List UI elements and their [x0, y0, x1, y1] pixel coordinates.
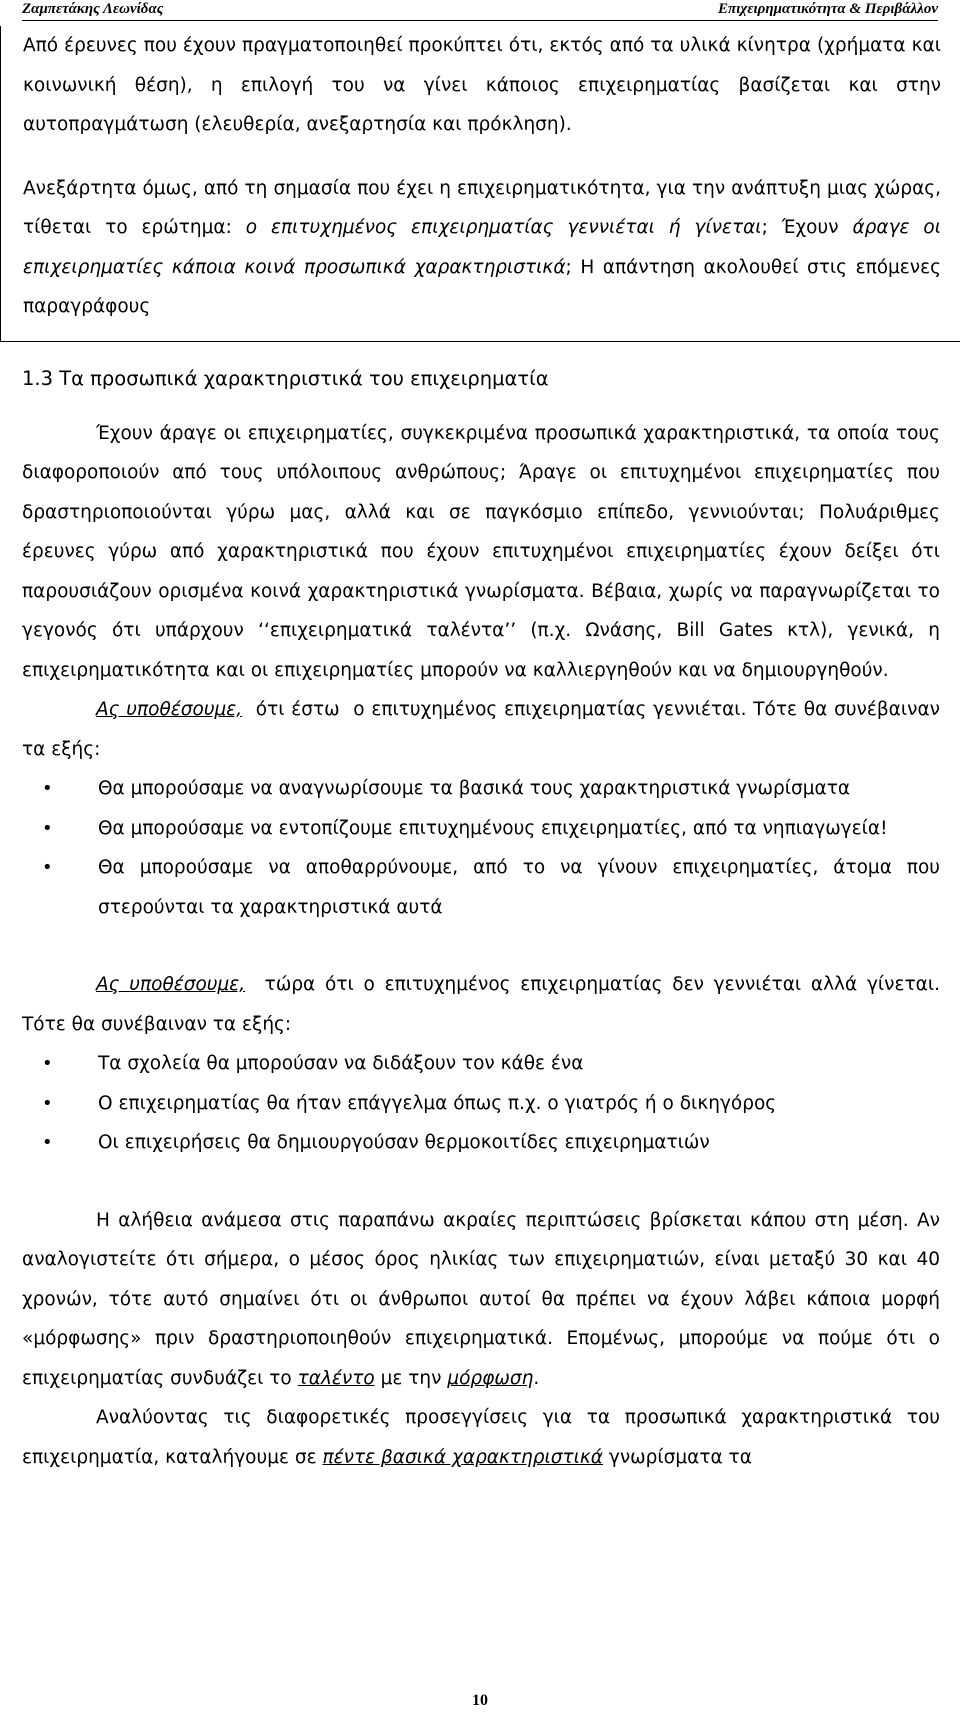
- section-paragraph-4: Η αλήθεια ανάμεσα στις παραπάνω ακραίες περιπτώσεις βρίσκεται κάπου στη μέση. Αν αναλογιστείτε ότι σήμερα, ο μέσος όρος ηλικίας των επιχειρηματιών, είναι μεταξύ 30 και 40 χρονών, τότε αυτό σημαίνει ότι οι άνθρωποι αυτοί θα πρέπει να έχουν λάβει κάποια μορφή «μόρφωσης» πριν δραστηριοποιηθούν επιχειρηματικά. Επομένως, μπορούμε να πούμε ότι ο επιχειρηματίας συνδυάζει το ταλέντο με την μόρφωση.: [22, 1209, 940, 1389]
- emphasis-education: μόρφωση: [447, 1367, 534, 1389]
- intro-p2-text-e: ; Η απάντηση ακολουθεί στις επόμενες παραγράφους: [23, 256, 941, 317]
- intro-paragraph-2: [23, 169, 941, 327]
- emphasis-five-traits: πέντε βασικά χαρακτηριστικά: [322, 1446, 603, 1468]
- bullet-icon: •: [42, 817, 53, 839]
- bullet-icon: •: [42, 857, 53, 878]
- section-paragraph-3: [22, 965, 946, 1044]
- bullet-icon: •: [42, 1092, 53, 1114]
- bullet-list-1: [22, 769, 940, 927]
- hypothesis-1-text: ότι έστω ο επιτυχημένος επιχειρηματίας γεννιέται. Τότε θα συνέβαιναν τα εξής:: [22, 699, 946, 760]
- emphasis-talent: ταλέντο: [297, 1367, 375, 1389]
- intro-p2-text-c: ; Έχουν: [761, 217, 853, 238]
- intro-p2-question-2: άραγε οι επιχειρηματίες κάποια κοινά προσωπικά χαρακτηριστικά: [23, 217, 941, 278]
- list-item: • Οι επιχειρήσεις θα δημιουργούσαν θερμοκοιτίδες επιχειρηματιών: [22, 1123, 940, 1163]
- list-item: • Θα μπορούσαμε να αναγνωρίσουμε τα βασικά τους χαρακτηριστικά γνωρίσματα: [22, 769, 940, 809]
- intro-p2-text-a: Ανεξάρτητα όμως, από τη σημασία που έχει η επιχειρηματικότητα, για την ανάπτυξη μιας χώρας, τίθεται το ερώτημα:: [23, 177, 941, 238]
- list-item: • Θα μπορούσαμε να αποθαρρύνουμε, από το να γίνουν επιχειρηματίες, άτομα που στερούνται τα χαρακτηριστικά αυτά: [22, 848, 940, 927]
- bullet-icon: •: [42, 1053, 53, 1074]
- list-item: • Ο επιχειρηματίας θα ήταν επάγγελμα όπως π.χ. ο γιατρός ή ο δικηγόρος: [22, 1084, 940, 1124]
- bullet-icon: •: [42, 1132, 53, 1153]
- section-paragraph-5: Αναλύοντας τις διαφορετικές προσεγγίσεις για τα προσωπικά χαρακτηριστικά του επιχειρηματία, καταλήγουμε σε πέντε βασικά χαρακτηριστικά γνωρίσματα τα: [22, 1407, 940, 1468]
- page-content: [22, 26, 946, 1477]
- hypothesis-1-emphasis: Ας υποθέσουμε,: [96, 699, 243, 720]
- intro-p2-question: ο επιτυχημένος επιχειρηματίας γεννιέται ή γίνεται: [245, 217, 762, 238]
- page-header: [22, 0, 938, 21]
- boxed-intro: [0, 26, 960, 342]
- bullet-icon: •: [42, 778, 53, 799]
- header-title: Επιχειρηματικότητα & Περιβάλλον: [718, 1, 938, 17]
- header-author: Ζαμπετάκης Λεωνίδας: [22, 1, 164, 17]
- section-title: 1.3 Τα προσωπικά χαρακτηριστικά του επιχειρηματία: [22, 366, 549, 390]
- section-paragraph-1: Έχουν άραγε οι επιχειρηματίες, συγκεκριμένα προσωπικά χαρακτηριστικά, τα οποία τους διαφοροποιούν από τους υπόλοιπους ανθρώπους; Άραγε οι επιτυχημένοι επιχειρηματίες που δραστηριοποιούνται γύρω μας, αλλά και σε παγκόσμιο επίπεδο, γεννιούνται; Πολυάριθμες έρευνες γύρω από χαρακτηριστικά που έχουν επιτυχημένοι επιχειρηματίες έχουν δείξει ότι παρουσιάζουν ορισμένα κοινά χαρακτηριστικά γνωρίσματα. Βέβαια, χωρίς να παραγνωρίζεται το γεγονός ότι υπάρχουν ‘‘επιχειρηματικά ταλέντα’’ (π.χ. Ωνάσης, Bill Gates κτλ), γενικά, η επιχειρηματικότητα και οι επιχειρηματίες μπορούν να καλλιεργηθούν και να δημιουργηθούν.: [22, 422, 940, 681]
- bullet-list-2: [22, 1044, 940, 1163]
- page-number: 10: [472, 1692, 488, 1709]
- intro-paragraph-1: Από έρευνες που έχουν πραγματοποιηθεί προκύπτει ότι, εκτός από τα υλικά κίνητρα (χρήματα και κοινωνική θέση), η επιλογή του να γίνει κάποιος επιχειρηματίας βασίζεται και στην αυτοπραγμάτωση (ελευθερία, ανεξαρτησία και πρόκληση).: [23, 35, 941, 135]
- list-item: • Τα σχολεία θα μπορούσαν να διδάξουν τον κάθε ένα: [22, 1044, 940, 1084]
- list-item: • Θα μπορούσαμε να εντοπίζουμε επιτυχημένους επιχειρηματίες, από τα νηπιαγωγεία!: [22, 809, 940, 849]
- section-paragraph-2: [22, 690, 946, 769]
- hypothesis-2-emphasis: Ας υποθέσουμε,: [96, 974, 246, 995]
- hypothesis-2-text: τώρα ότι ο επιτυχημένος επιχειρηματίας δεν γεννιέται αλλά γίνεται. Τότε θα συνέβαιναν τα εξής:: [22, 974, 946, 1035]
